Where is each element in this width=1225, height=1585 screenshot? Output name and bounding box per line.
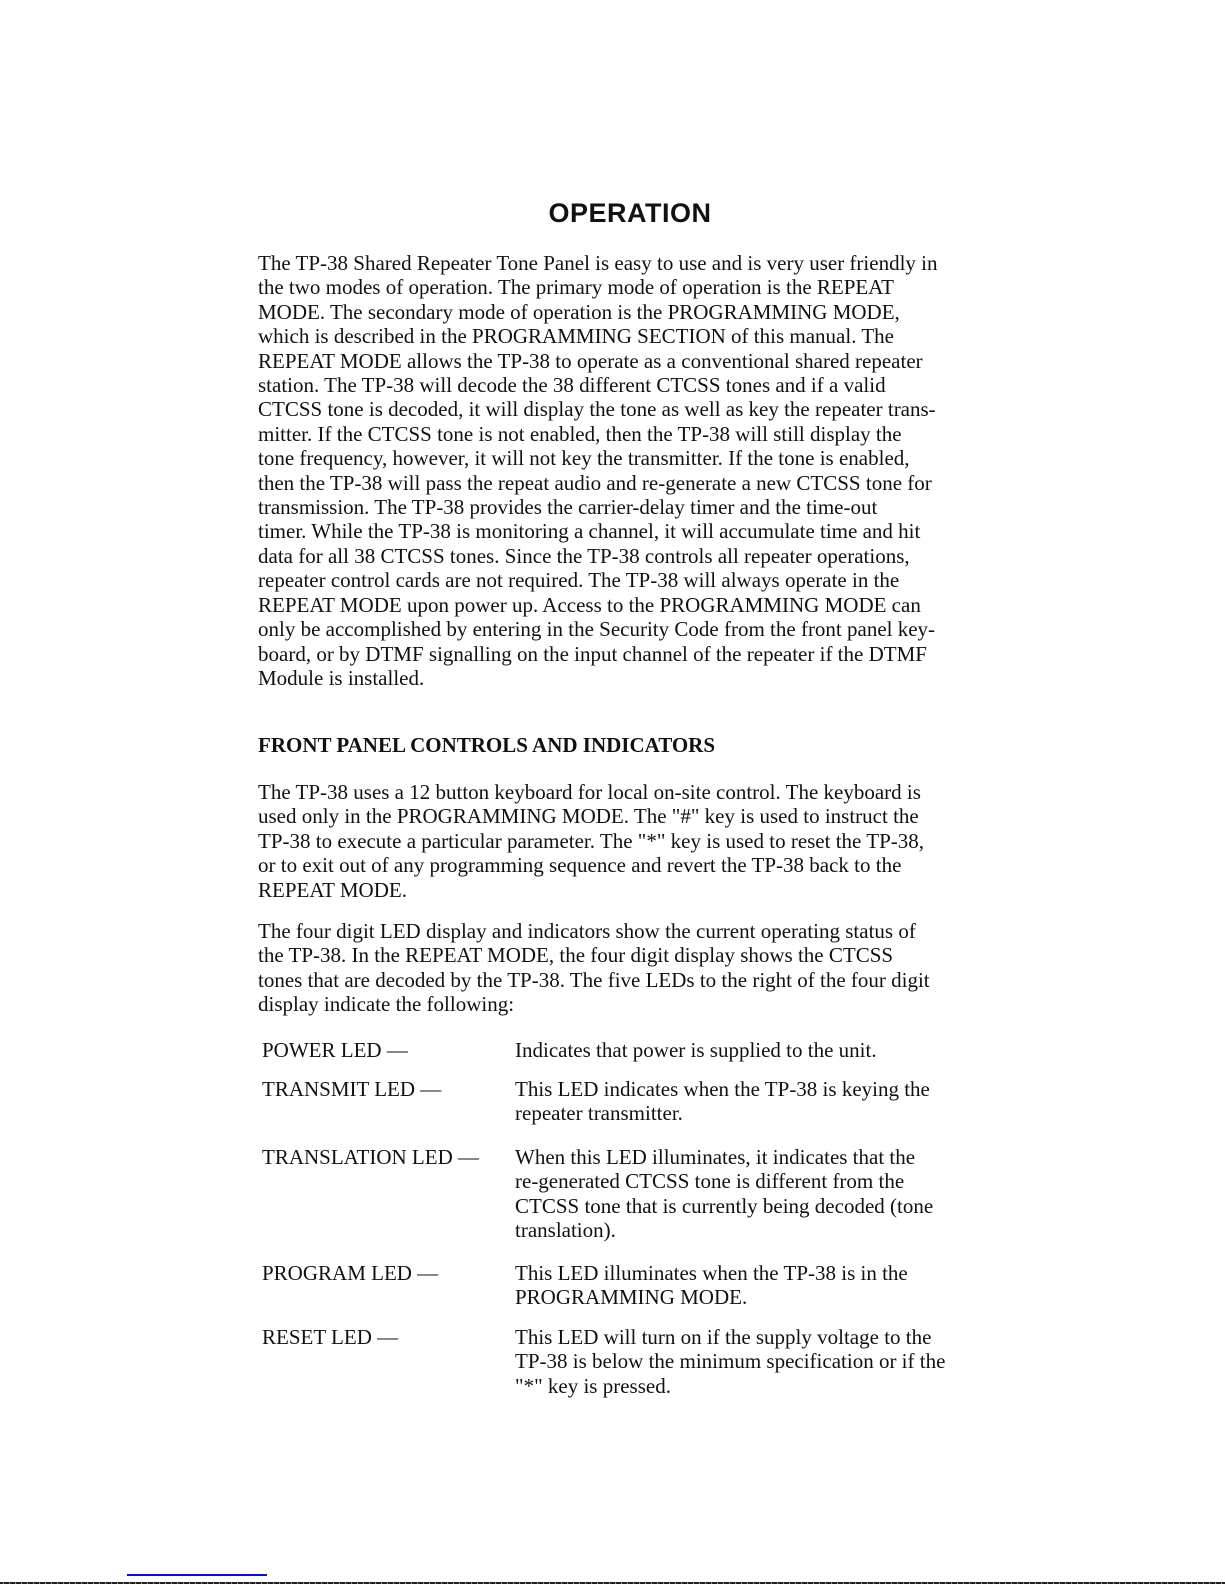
text-line: Module is installed.	[258, 665, 425, 690]
led-term: TRANSMIT LED —	[262, 1077, 442, 1101]
text-line: then the TP-38 will pass the repeat audio and re-generate a new CTCSS tone for	[258, 470, 932, 495]
text-line: This LED will turn on if the supply voltage to the	[515, 1325, 932, 1349]
led-term: POWER LED —	[262, 1038, 408, 1062]
text-line: transmission. The TP-38 provides the carrier-delay timer and the time-out	[258, 495, 878, 520]
led-description	[515, 1038, 995, 1062]
text-line: display indicate the following:	[258, 992, 515, 1017]
text-line: station. The TP-38 will decode the 38 different CTCSS tones and if a valid	[258, 373, 886, 398]
text-line: "*" key is pressed.	[515, 1373, 671, 1398]
text-line: PROGRAMMING MODE.	[515, 1285, 748, 1310]
text-line: CTCSS tone that is currently being decoded (tone	[515, 1193, 934, 1218]
text-line: which is described in the PROGRAMMING SECTION of this manual. The	[258, 324, 894, 349]
led-term: PROGRAM LED —	[262, 1261, 439, 1285]
text-line: tone frequency, however, it will not key the transmitter. If the tone is enabled,	[258, 446, 910, 471]
led-description	[515, 1145, 995, 1243]
section-heading: FRONT PANEL CONTROLS AND INDICATORS	[258, 733, 716, 757]
text-line: board, or by DTMF signalling on the input channel of the repeater if the DTMF	[258, 641, 927, 666]
led-term: TRANSLATION LED —	[262, 1145, 479, 1169]
text-line: timer. While the TP-38 is monitoring a channel, it will accumulate time and hit	[258, 519, 921, 544]
led-term: RESET LED —	[262, 1325, 399, 1349]
led-description	[515, 1325, 995, 1398]
text-line: mitter. If the CTCSS tone is not enabled, then the TP-38 will still display the	[258, 421, 902, 446]
text-line: or to exit out of any programming sequence and revert the TP-38 back to the	[258, 853, 902, 878]
text-line: the TP-38. In the REPEAT MODE, the four digit display shows the CTCSS	[258, 943, 894, 968]
intro-paragraph	[258, 251, 1018, 690]
led-description	[515, 1261, 995, 1310]
page-title: OPERATION	[548, 198, 712, 228]
text-line: used only in the PROGRAMMING MODE. The "#" key is used to instruct the	[258, 804, 919, 829]
text-line: translation).	[515, 1218, 616, 1243]
text-line: This LED indicates when the TP-38 is keying the	[515, 1077, 930, 1101]
text-line: The TP-38 Shared Repeater Tone Panel is easy to use and is very user friendly in	[258, 251, 938, 275]
text-line: TP-38 is below the minimum specification or if the	[515, 1349, 946, 1374]
text-line: REPEAT MODE.	[258, 877, 407, 902]
text-line: CTCSS tone is decoded, it will display the tone as well as key the repeater trans-	[258, 397, 936, 422]
text-line: This LED illuminates when the TP-38 is in the	[515, 1261, 908, 1285]
display-paragraph	[258, 919, 1018, 1017]
text-line: REPEAT MODE allows the TP-38 to operate as a conventional shared repeater	[258, 348, 923, 373]
text-line: tones that are decoded by the TP-38. The five LEDs to the right of the four digit	[258, 967, 930, 992]
text-line: repeater control cards are not required. The TP-38 will always operate in the	[258, 568, 900, 593]
page-edge-mark	[127, 1574, 267, 1576]
text-line: the two modes of operation. The primary mode of operation is the REPEAT	[258, 275, 894, 300]
text-line: repeater transmitter.	[515, 1101, 683, 1126]
text-line: The four digit LED display and indicators show the current operating status of	[258, 919, 916, 943]
keyboard-paragraph	[258, 780, 1018, 902]
page-bottom-border	[0, 1582, 1225, 1584]
text-line: Indicates that power is supplied to the unit.	[515, 1038, 877, 1062]
text-line: only be accomplished by entering in the Security Code from the front panel key-	[258, 617, 936, 642]
text-line: re-generated CTCSS tone is different from the	[515, 1169, 905, 1194]
text-line: When this LED illuminates, it indicates that the	[515, 1145, 916, 1169]
text-line: REPEAT MODE upon power up. Access to the PROGRAMMING MODE can	[258, 592, 921, 617]
text-line: MODE. The secondary mode of operation is the PROGRAMMING MODE,	[258, 299, 900, 324]
led-description	[515, 1077, 995, 1126]
text-line: The TP-38 uses a 12 button keyboard for local on-site control. The keyboard is	[258, 780, 921, 804]
text-line: data for all 38 CTCSS tones. Since the TP-38 controls all repeater operations,	[258, 543, 910, 568]
text-line: TP-38 to execute a particular parameter. The "*" key is used to reset the TP-38,	[258, 828, 924, 853]
